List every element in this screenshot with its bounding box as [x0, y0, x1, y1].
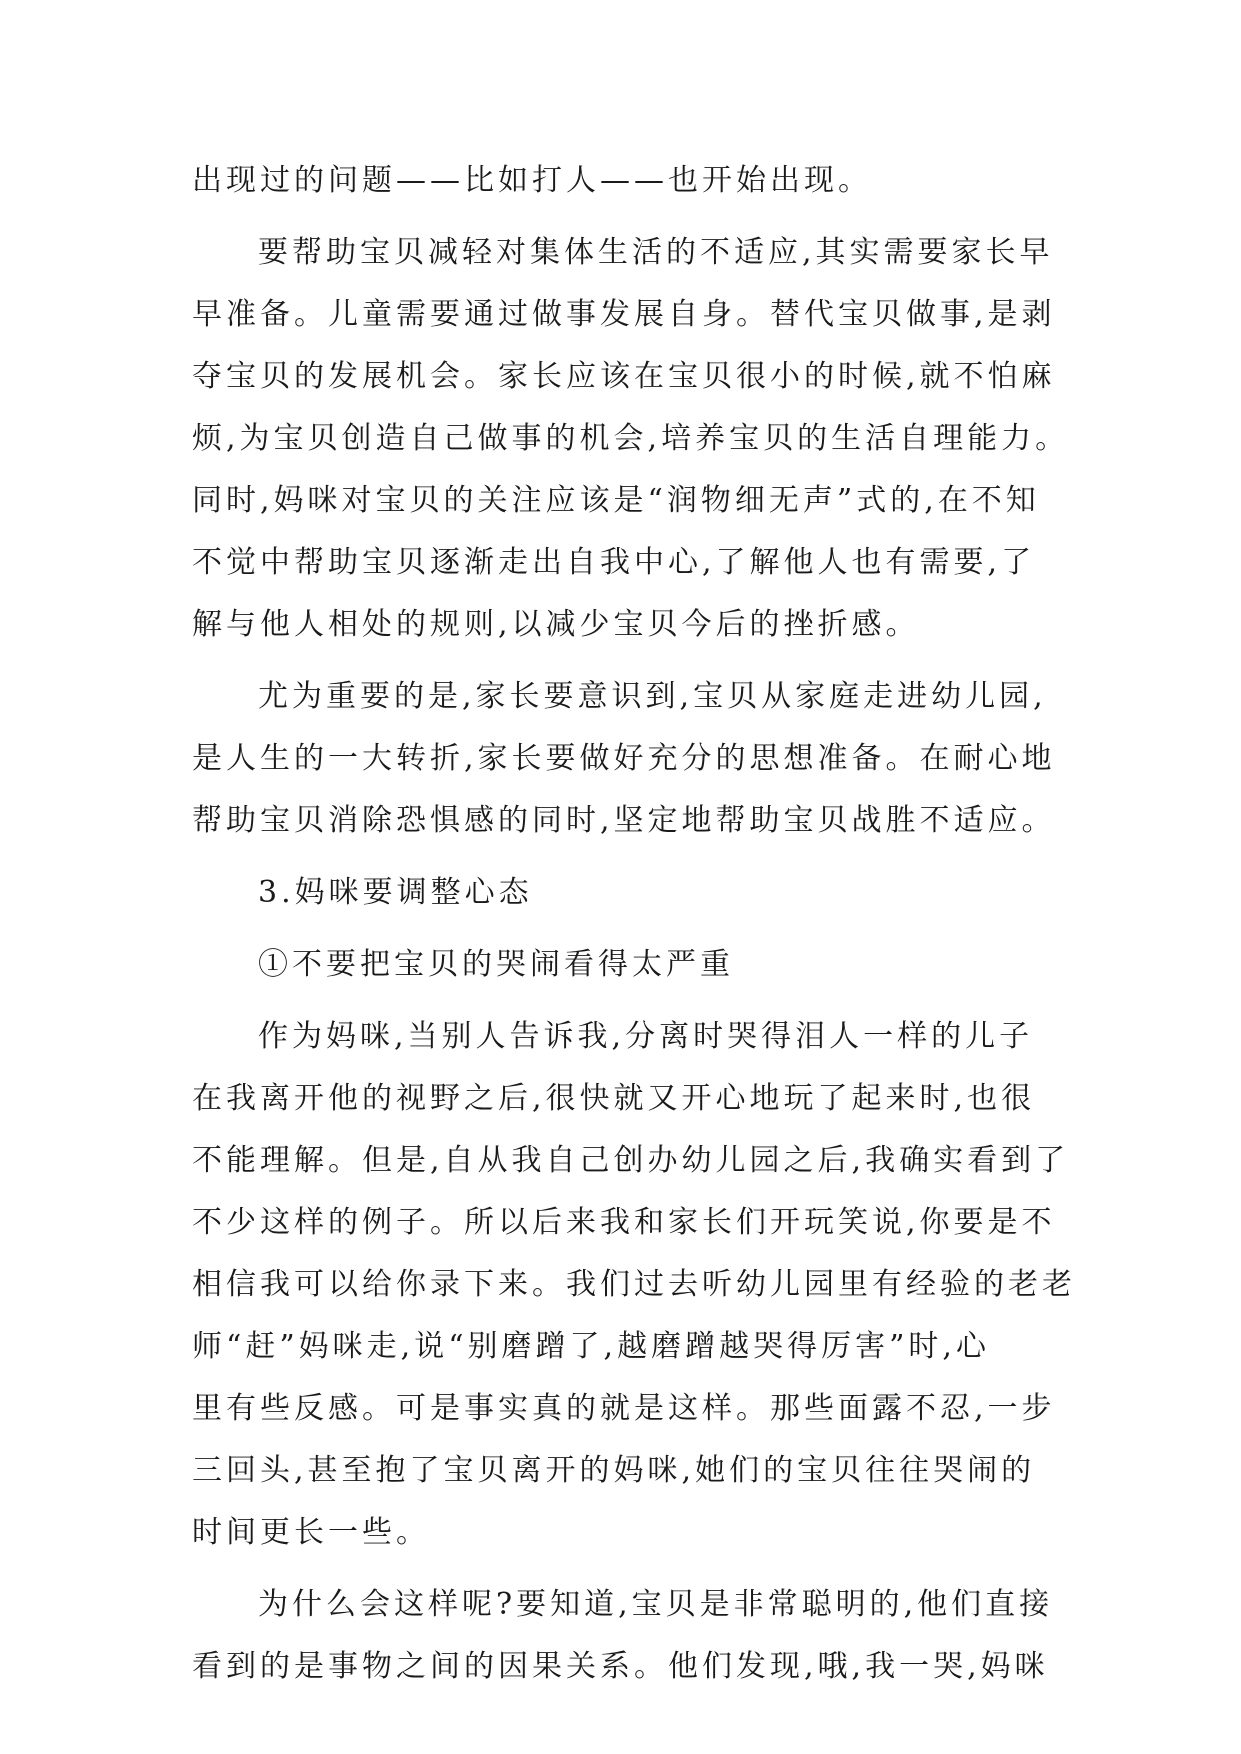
section-heading [192, 862, 1062, 924]
text-line: 看到的是事物之间的因果关系。他们发现,哦,我一哭,妈咪 [192, 1649, 1049, 1684]
text-line: 尤为重要的是,家长要意识到,宝贝从家庭走进幼儿园, [258, 679, 1047, 714]
text-line: 为什么会这样呢?要知道,宝贝是非常聪明的,他们直接 [258, 1587, 1054, 1622]
paragraph-mom-experience [192, 1006, 1076, 1564]
text-line: 不少这样的例子。所以后来我和家长们开玩笑说,你要是不 [192, 1205, 1056, 1240]
text-line: 同时,妈咪对宝贝的关注应该是“润物细无声”式的,在不知 [192, 483, 1040, 518]
text-line: 作为妈咪,当别人告诉我,分离时哭得泪人一样的儿子 [258, 1019, 1034, 1054]
subheading-line: ①不要把宝贝的哭闹看得太严重 [258, 947, 734, 982]
text-line: 夺宝贝的发展机会。家长应该在宝贝很小的时候,就不怕麻 [192, 359, 1056, 394]
text-line: 出现过的问题——比如打人——也开始出现。 [192, 163, 872, 198]
text-line: 时间更长一些。 [192, 1515, 430, 1550]
text-line: 早准备。儿童需要通过做事发展自身。替代宝贝做事,是剥 [192, 297, 1056, 332]
text-line: 解与他人相处的规则,以减少宝贝今后的挫折感。 [192, 607, 920, 642]
paragraph-life-transition [192, 666, 1062, 852]
text-line: 不能理解。但是,自从我自己创办幼儿园之后,我确实看到了 [192, 1143, 1070, 1178]
text-line: 在我离开他的视野之后,很快就又开心地玩了起来时,也很 [192, 1081, 1036, 1116]
body-text [192, 150, 1076, 1698]
subsection-heading [192, 934, 1062, 996]
text-line: 相信我可以给你录下来。我们过去听幼儿园里有经验的老老 [192, 1267, 1076, 1302]
heading-line: 3.妈咪要调整心态 [258, 875, 533, 910]
paragraph-prepare-early [192, 222, 1070, 656]
text-line: 要帮助宝贝减轻对集体生活的不适应,其实需要家长早 [258, 235, 1054, 270]
text-line: 帮助宝贝消除恐惧感的同时,坚定地帮助宝贝战胜不适应。 [192, 803, 1056, 838]
text-line: 里有些反感。可是事实真的就是这样。那些面露不忍,一步 [192, 1391, 1056, 1426]
paragraph-why [192, 1574, 1062, 1698]
text-line: 烦,为宝贝创造自己做事的机会,培养宝贝的生活自理能力。 [192, 421, 1070, 456]
text-line: 师“赶”妈咪走,说“别磨蹭了,越磨蹭越哭得厉害”时,心 [192, 1329, 990, 1364]
paragraph-continued [192, 150, 1062, 212]
text-line: 三回头,甚至抱了宝贝离开的妈咪,她们的宝贝往往哭闹的 [192, 1453, 1036, 1488]
text-line: 是人生的一大转折,家长要做好充分的思想准备。在耐心地 [192, 741, 1056, 776]
text-line: 不觉中帮助宝贝逐渐走出自我中心,了解他人也有需要,了 [192, 545, 1036, 580]
